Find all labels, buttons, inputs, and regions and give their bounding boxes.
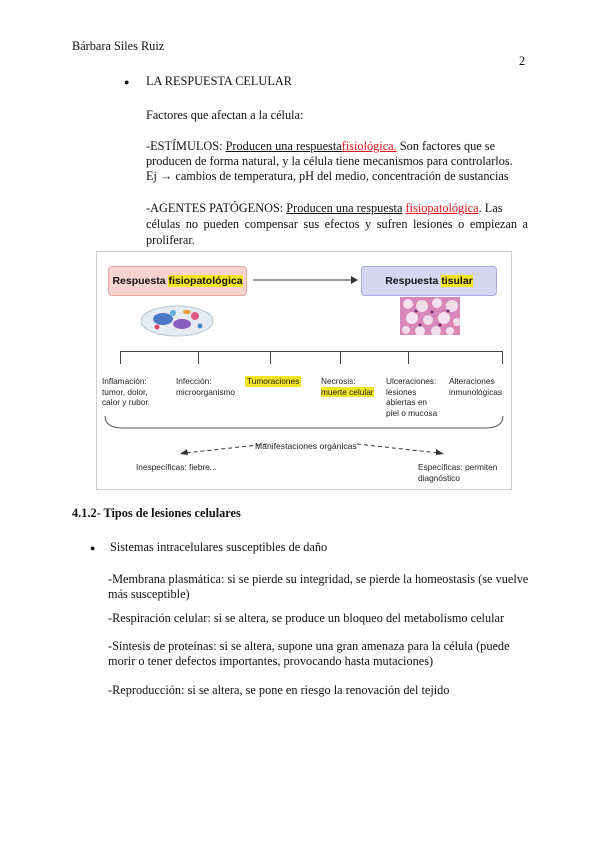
branch-text: lesiones [386,386,417,397]
estimulos-label: -ESTÍMULOS: [146,139,223,153]
estimulos-line1 [146,138,526,154]
box-left-prefix: Respuesta [112,275,166,287]
item-sintesis-line2: morir o tener defectos importantes, provocando hasta mutaciones) [108,654,434,668]
arrow-right-icon [251,272,359,288]
estimulos-line3: Ej → cambios de temperatura, pH del medio, concentración de sustancias [146,169,509,183]
branch-text: Ulceraciones: [386,376,437,386]
agentes-red-term: fisiopatológica [405,201,479,215]
branch-alteraciones [449,376,502,397]
item-membrana-line1: -Membrana plasmática: si se pierde su integridad, se pierde la homeostasis (se vuelve [108,572,529,586]
box-respuesta-tisular [361,266,497,296]
author-name: Bárbara Siles Ruiz [72,39,165,53]
branch-infeccion [176,376,235,397]
item-respiracion: -Respiración celular: si se altera, se produce un bloqueo del metabolismo celular [108,611,505,625]
branch-inflamacion [102,376,150,408]
branch-text: Infección: [176,376,212,386]
branch-text: microorganismo [176,386,236,397]
agentes-label: -AGENTES PATÓGENOS: [146,201,284,215]
agentes-line1 [146,200,528,216]
box-respuesta-fisiopatologica [108,266,247,296]
section-title: LA RESPUESTA CELULAR [146,74,292,88]
agentes-line2: células no pueden compensar sus efectos y sufren lesiones o empiezan a [146,217,528,231]
item-membrana-line2: más susceptible) [108,587,190,601]
branch-text: Inflamación: [102,376,147,386]
branch-tick [340,351,341,364]
branch-tumoraciones [245,376,301,387]
branch-necrosis [321,376,374,397]
branch-tick [120,351,121,364]
box-left-highlight: fisiopatológica [168,275,243,287]
bullet-icon: ● [124,77,130,87]
branch-text: abiertas en [386,397,428,407]
especificas-label [418,462,497,483]
branch-text-highlight: muerte celular [321,386,374,397]
section2-bullet-title: Sistemas intracelulares susceptibles de daño [110,540,328,554]
branch-text: Alteraciones [449,376,495,386]
estimulos-underlined: Producen una respuesta [225,139,342,153]
branch-text: inmunológicas [449,386,503,397]
branch-text: calor y rubor. [102,397,150,407]
branch-tick [198,351,199,364]
especificas-text: diagnóstico [418,472,460,483]
agentes-rest: . Las [478,201,503,215]
box-right-prefix: Respuesta [385,275,439,287]
cell-illustration [137,299,217,339]
tissue-illustration [400,297,460,335]
estimulos-rest: Son factores que se [399,139,496,153]
branch-tick [408,351,409,364]
item-reproduccion: -Reproducción: si se altera, se pone en riesgo la renovación del tejido [108,683,450,697]
branch-tick [270,351,271,364]
branch-line [120,351,502,352]
section-heading: 4.1.2- Tipos de lesiones celulares [72,506,241,520]
especificas-text: Específicas: permiten [418,462,498,472]
inespecificas-label: Inespecíficas: fiebre... [136,462,217,472]
box-right-highlight: tisular [441,275,473,287]
branch-text-highlight: Tumoraciones [247,376,300,386]
manifestaciones-label: Manifestaciones orgánicas [255,441,357,451]
diagram-frame [96,251,512,490]
agentes-line3: proliferar. [146,233,195,247]
intro-text: Factores que afectan a la célula: [146,108,304,122]
branch-tick [502,351,503,364]
branch-text: Necrosis: [321,376,356,386]
estimulos-line2: producen de forma natural, y la célula tiene mecanismos para controlarlos. [146,154,513,168]
item-sintesis-line1: -Síntesis de proteínas: si se altera, supone una gran amenaza para la célula (puede [108,639,510,653]
estimulos-red-term: fisiológica. [341,139,397,153]
page-number: 2 [519,54,526,68]
branch-text: tumor, dolor, [102,386,148,397]
branch-text: piel o mucosa [386,407,438,418]
grouping-brace [103,412,505,436]
agentes-underlined: Producen una respuesta [286,201,403,215]
bullet-icon: ● [90,543,96,553]
